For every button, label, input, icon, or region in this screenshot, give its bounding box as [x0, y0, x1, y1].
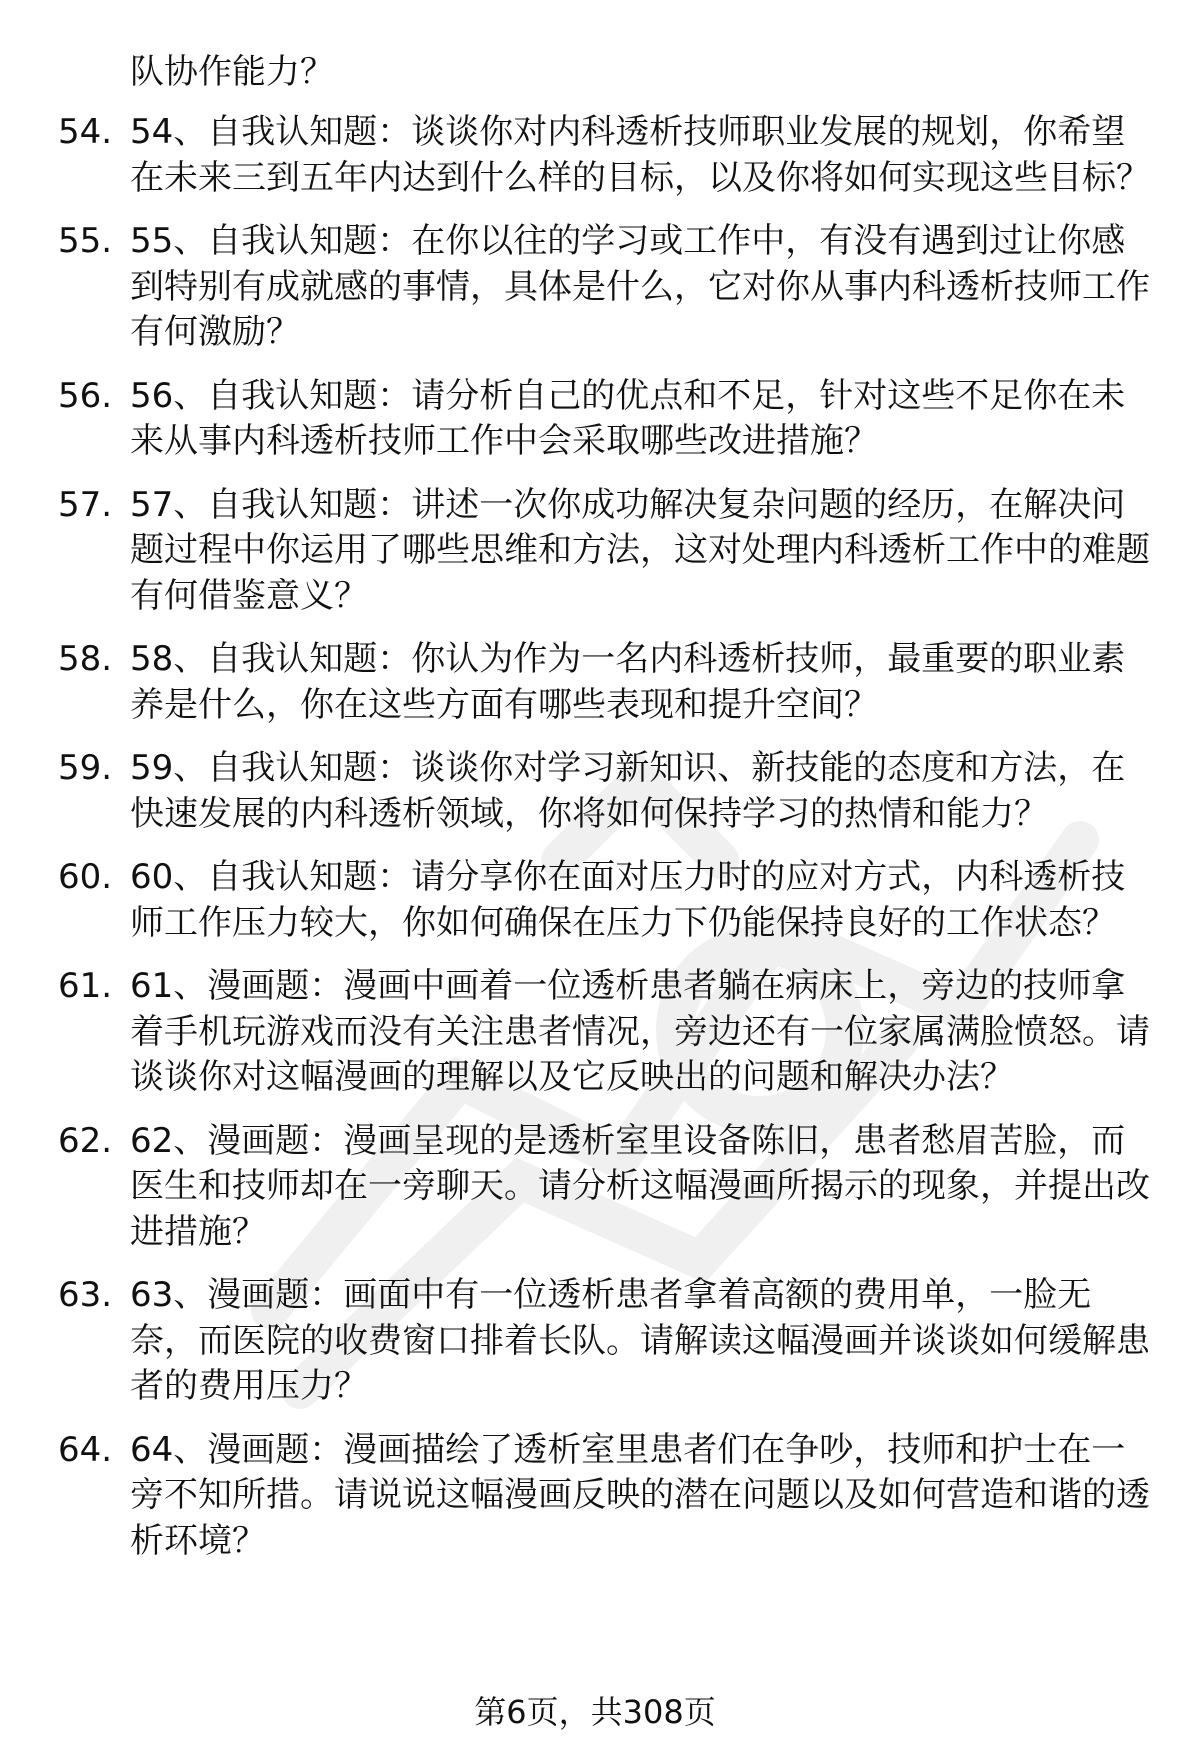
page-footer: 第6页，共308页: [474, 1693, 716, 1731]
question-text: 62、漫画题：漫画呈现的是透析室里设备陈旧，患者愁眉苦脸，而医生和技师却在一旁聊天。请分析这幅漫画所揭示的现象，并提出改进措施？: [130, 1120, 1150, 1252]
question-number: 57.: [58, 484, 113, 525]
question-number: 60.: [58, 857, 113, 897]
list-item: [58, 483, 1158, 620]
list-item: [58, 1428, 1158, 1565]
question-number: 62.: [58, 1120, 113, 1161]
question-number: 63.: [58, 1275, 113, 1315]
question-list: [58, 110, 1158, 1582]
question-text: 57、自我认知题：讲述一次你成功解决复杂问题的经历，在解决问题过程中你运用了哪些思维和方法，这对处理内科透析工作中的难题有何借鉴意义？: [130, 484, 1150, 616]
question-number: 59.: [58, 748, 113, 788]
question-number: 58.: [58, 639, 113, 679]
question-text: 56、自我认知题：请分析自己的优点和不足，针对这些不足你在未来从事内科透析技师工作中会采取哪些改进措施？: [130, 375, 1126, 461]
question-text: 55、自我认知题：在你以往的学习或工作中，有没有遇到过让你感到特别有成就感的事情，具体是什么，它对你从事内科透析技师工作有何激励？: [130, 221, 1150, 352]
list-item: [58, 1119, 1158, 1256]
question-number: 56.: [58, 375, 113, 416]
list-item: [58, 637, 1158, 728]
list-item: [58, 1273, 1158, 1410]
question-number: 54.: [58, 112, 113, 152]
list-item: [58, 110, 1158, 201]
question-text: 64、漫画题：漫画描绘了透析室里患者们在争吵，技师和护士在一旁不知所措。请说说这幅漫画反映的潜在问题以及如何营造和谐的透析环境？: [130, 1429, 1150, 1561]
continuation-text: 队协作能力？: [130, 52, 334, 92]
question-text: 60、自我认知题：请分享你在面对压力时的应对方式，内科透析技师工作压力较大，你如何确保在压力下仍能保持良好的工作状态？: [130, 857, 1126, 943]
question-text: 54、自我认知题：谈谈你对内科透析技师职业发展的规划，你希望在未来三到五年内达到什么样的目标，以及你将如何实现这些目标？: [130, 112, 1150, 198]
list-item: [58, 746, 1158, 837]
list-item: [58, 374, 1158, 465]
list-item: [58, 964, 1158, 1101]
question-text: 63、漫画题：画面中有一位透析患者拿着高额的费用单，一脸无奈，而医院的收费窗口排着长队。请解读这幅漫画并谈谈如何缓解患者的费用压力？: [130, 1275, 1150, 1406]
question-number: 55.: [58, 221, 113, 261]
list-item: [58, 219, 1158, 356]
question-text: 59、自我认知题：谈谈你对学习新知识、新技能的态度和方法，在快速发展的内科透析领域，你将如何保持学习的热情和能力？: [130, 748, 1126, 834]
question-number: 64.: [58, 1429, 113, 1470]
list-item: [58, 855, 1158, 946]
question-text: 61、漫画题：漫画中画着一位透析患者躺在病床上，旁边的技师拿着手机玩游戏而没有关注患者情况，旁边还有一位家属满脸愤怒。请谈谈你对这幅漫画的理解以及它反映出的问题和解决办法？: [130, 966, 1150, 1097]
question-text: 58、自我认知题：你认为作为一名内科透析技师，最重要的职业素养是什么，你在这些方面有哪些表现和提升空间？: [130, 639, 1126, 725]
question-number: 61.: [58, 966, 113, 1006]
